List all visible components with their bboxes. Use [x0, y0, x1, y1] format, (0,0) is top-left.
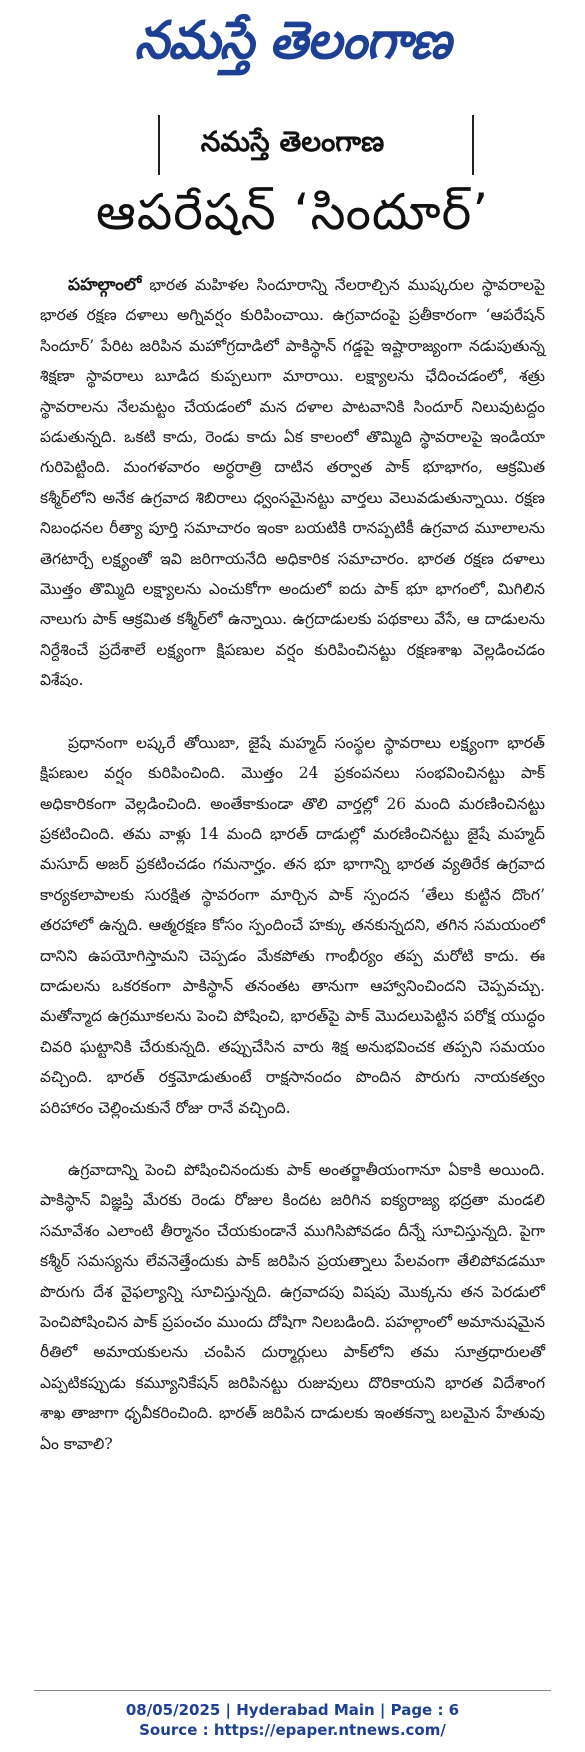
lead-word: పహల్గాంలో: [68, 275, 142, 295]
footer-divider: [34, 1690, 551, 1691]
editorial-headline: ఆపరేషన్ ‘సిందూర్’: [95, 183, 490, 241]
masthead: [0, 0, 585, 95]
column-kicker: నమస్తే తెలంగాణ: [200, 125, 385, 158]
footer: [0, 1700, 585, 1740]
source-link[interactable]: Source : https://epaper.ntnews.com/: [139, 1721, 446, 1739]
paragraph-1-text: భారత మహిళల సిందూరాన్ని నేలరాల్చిన ముష్కరుల స్థావరాలపై భారత రక్షణ దళాలు అగ్నివర్షం కురిపించాయి. ఉగ్రవాదంపై ప్రతీకారంగా ‘ఆపరేషన్ సిందూర్’ పేరిట జరిపిన మహోగ్రదాడిలో పాకిస్థాన్ గడ్డపై ఇష్టారాజ్యంగా నడుపుతున్న శిక్షణా స్థావరాలు బూడిద కుప్పలుగా మారాయి. లక్ష్యాలను ఛేదించడంలో, శత్రు స్థావరాలను నేలమట్టం చేయడంలో మన దళాల పాటవానికి సిందూర్ నిలువుటద్దం పడుతున్నది. ఒకటి కాదు, రెండు కాదు ఏక కాలంలో తొమ్మిది స్థావరాలపై ఇండియా గురిపెట్టింది. మంగళవారం అర్ధరాత్రి దాటిన తర్వాత పాక్ భూభాగం, ఆక్రమిత కశ్మీర్‌లోని అనేక ఉగ్రవాద శిబిరాలు ధ్వంసమైనట్టు వార్తలు వెలువడుతున్నాయి. రక్షణ నిబంధనల రీత్యా పూర్తి సమాచారం ఇంకా బయటికి రానప్పటికీ ఉగ్రవాద మూలాలను తెగటార్చే లక్ష్యంతో ఇవి జరిగాయనేది అధికారిక సమాచారం. భారత రక్షణ దళాలు మొత్తం తొమ్మిది లక్ష్యాలను ఎంచుకోగా అందులో ఐదు పాక్ భూ భాగంలో, మిగిలిన నాలుగు పాక్ ఆక్రమిత కశ్మీర్‌లో ఉన్నాయి. ఉగ్రదాడులకు పథకాలు వేసే, ఆ దాడులను నిర్దేశించే ప్రదేశాలే లక్ష్యంగా క్షిపణుల వర్షం కురిపించినట్టు రక్షణశాఖ వెల్లడించడం విశేషం.: [40, 276, 545, 690]
masthead-logo: నమస్తే తెలంగాణ: [134, 11, 451, 71]
paragraph-3: ఉగ్రవాదాన్ని పెంచి పోషించినందుకు పాక్ అంతర్జాతీయంగానూ ఏకాకి అయింది. పాకిస్థాన్ విజ్ఞప్తి మేరకు రెండు రోజుల కిందట జరిగిన ఐక్యరాజ్య భద్రతా మండలి సమావేశం ఎలాంటి తీర్మానం చేయకుండానే ముగిసిపోవడం దీన్నే సూచిస్తున్నది. పైగా కశ్మీర్ సమస్యను లేవనెత్తేందుకు పాక్ జరిపిన ప్రయత్నాలు పేలవంగా తేలిపోవడమూ పొరుగు దేశ వైఫల్యాన్ని సూచిస్తున్నది. ఉగ్రవాదపు విషపు మొక్కను తన పెరడులో పెంచిపోషించిన పాక్ ప్రపంచం ముందు దోషిగా నిలబడింది. పహల్గాంలో అమానుషమైన రీతిలో అమాయకులను చంపిన దుర్మార్గులు పాక్‌లోని తమ సూత్రధారులతో ఎప్పటికప్పుడు కమ్యూనికేషన్ జరిపినట్టు రుజువులు దొరికాయని భారత విదేశాంగ శాఖ తాజాగా ధృవీకరించింది. భారత్ జరిపిన దాడులకు ఇంతకన్నా బలమైన హేతువు ఏం కావాలి?: [40, 1160, 545, 1453]
editorial-header: [30, 115, 555, 265]
paragraph-1: [40, 270, 545, 696]
edition-info: 08/05/2025 | Hyderabad Main | Page : 6: [125, 1701, 460, 1719]
editorial-body: [40, 270, 545, 1491]
paragraph-2: ప్రధానంగా లష్కరే తోయిబా, జైషే మహ్మద్ సంస్థల స్థావరాలు లక్ష్యంగా భారత్ క్షిపణుల వర్షం కురిపించింది. మొత్తం 24 ప్రకంపనలు సంభవించినట్టు పాక్ అధికారికంగా వెల్లడించింది. అంతేకాకుండా తొలి వార్తల్లో 26 మంది మరణించినట్టు ప్రకటించింది. తమ వాళ్లు 14 మంది భారత్ దాడుల్లో మరణించినట్టు జైషే మహ్మద్ మసూద్ అజర్ ప్రకటించడం గమనార్హం. తన భూ భాగాన్ని భారత వ్యతిరేక ఉగ్రవాద కార్యకలాపాలకు సురక్షిత స్థావరంగా మార్చిన పాక్ స్పందన ‘తేలు కుట్టిన దొంగ’ తరహాలో ఉన్నది. ఆత్మరక్షణ కోసం స్పందించే హక్కు తనకున్నదని, తగిన సమయంలో దానిని ఉపయోగిస్తామని చెప్పడం మేకపోతు గాంభీర్యం తప్ప మరోటి కాదు. ఈ దాడులను ఒకరకంగా పాకిస్థాన్ తనంతట తానుగా ఆహ్వానించిందని చెప్పవచ్చు. మతోన్మాద ఉగ్రమూకలను పెంచి పోషించి, భారత్‌పై పాక్ మొదలుపెట్టిన పరోక్ష యుద్ధం చివరి ఘట్టానికి చేరుకున్నది. తప్పుచేసిన వారు శిక్ష అనుభవించక తప్పని సమయం వచ్చింది. భారత్ రక్తమోడుతుంటే రాక్షసానందం పొందిన పొరుగు నాయకత్వం పరిహారం చెల్లించుకునే రోజు రానే వచ్చింది.: [40, 733, 545, 1117]
